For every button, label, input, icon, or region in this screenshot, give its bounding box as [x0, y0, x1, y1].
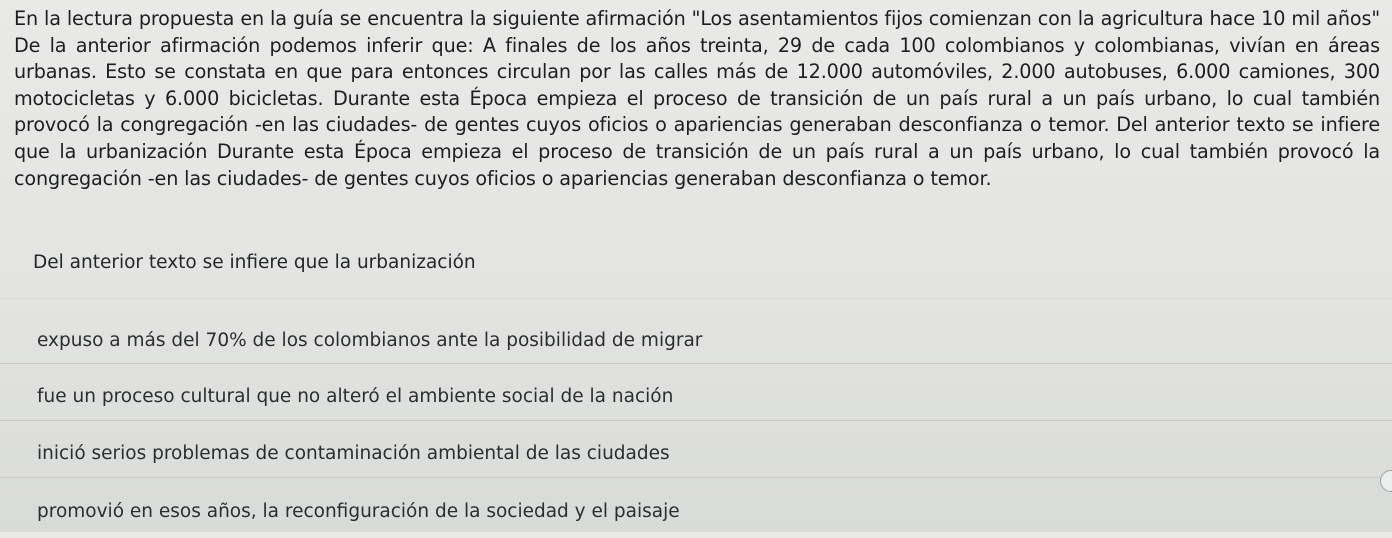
divider — [0, 363, 1392, 364]
answer-option-d[interactable] — [0, 482, 1372, 538]
reading-passage: En la lectura propuesta en la guía se encuentra la siguiente afirmación "Los asentamientos fijos comienzan con la agricultura hace 10 mil años" De la anterior afirmación podemos inferir que: A finales de los años treinta, 29 de cada 100 colombianos y colombianas, vivían en áreas urbanas. Esto se constata en que para entonces circulan por las calles más de 12.000 automóviles, 2.000 autobuses, 6.000 camiones, 300 motocicletas y 6.000 bicicletas. Durante esta Época empieza el proceso de transición de un país rural a un país urbano, lo cual también provocó la congregación -en las ciudades- de gentes cuyos oficios o apariencias generaban desconfianza o temor. Del anterior texto se infiere que la urbanización Durante esta Época empieza el proceso de transición de un país rural a un país urbano, lo cual también provocó la congregación -en las ciudades- de gentes cuyos oficios o apariencias generaban desconfianza o temor. — [14, 7, 1380, 190]
answer-option-b[interactable] — [0, 368, 1372, 424]
answer-option-label: inició serios problemas de contaminación ambiental de las ciudades — [37, 443, 670, 464]
answer-option-label: expuso a más del 70% de los colombianos ante la posibilidad de migrar — [37, 330, 703, 351]
answer-option-a[interactable] — [0, 309, 1372, 365]
answer-option-c[interactable] — [0, 425, 1372, 481]
circle-handle-icon[interactable] — [1380, 470, 1392, 492]
divider — [0, 420, 1392, 421]
answer-option-label: promovió en esos años, la reconfiguración de la sociedad y el paisaje — [37, 501, 680, 522]
divider — [0, 298, 1392, 299]
answer-option-label: fue un proceso cultural que no alteró el ambiente social de la nación — [37, 386, 674, 407]
question-prompt: Del anterior texto se infiere que la urbanización — [33, 252, 476, 273]
divider — [0, 477, 1392, 478]
